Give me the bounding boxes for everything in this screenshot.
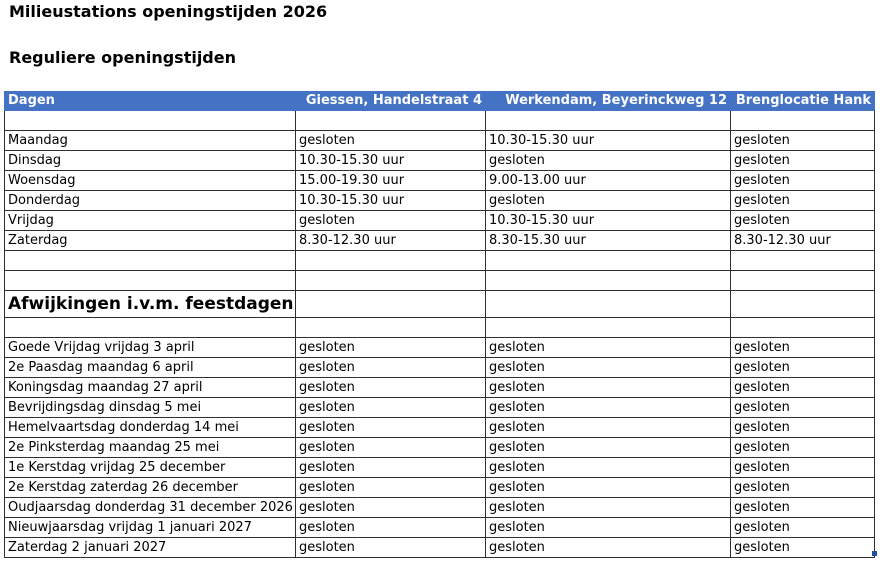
cell-hank[interactable]: gesloten [731,191,875,211]
cell-werkendam[interactable]: 8.30-15.30 uur [486,231,731,251]
table-row [5,171,875,191]
cell-giessen[interactable]: 15.00-19.30 uur [296,171,486,191]
cell-giessen[interactable]: gesloten [296,458,486,478]
table-row [5,498,875,518]
header-cell-werkendam[interactable]: Werkendam, Beyerinckweg 12 [486,92,731,111]
cell-werkendam[interactable]: gesloten [486,498,731,518]
cell-day[interactable]: Koningsdag maandag 27 april [5,378,296,398]
empty-cell[interactable] [296,271,486,291]
cell-day[interactable]: Hemelvaartsdag donderdag 14 mei [5,418,296,438]
cell-giessen[interactable]: gesloten [296,498,486,518]
cell-werkendam[interactable]: 10.30-15.30 uur [486,131,731,151]
empty-cell[interactable] [5,271,296,291]
table-row [5,131,875,151]
cell-werkendam[interactable]: 10.30-15.30 uur [486,211,731,231]
cell-giessen[interactable]: gesloten [296,378,486,398]
cell-werkendam[interactable]: gesloten [486,338,731,358]
cell-hank[interactable]: gesloten [731,358,875,378]
cell-day[interactable]: 2e Pinksterdag maandag 25 mei [5,438,296,458]
table-row [5,358,875,378]
empty-cell[interactable] [296,318,486,338]
table-row [5,438,875,458]
cell-werkendam[interactable]: gesloten [486,438,731,458]
cell-day[interactable]: 2e Paasdag maandag 6 april [5,358,296,378]
section-heading-row [5,291,875,318]
cell-werkendam[interactable]: gesloten [486,418,731,438]
cell-werkendam[interactable]: gesloten [486,518,731,538]
cell-hank[interactable]: gesloten [731,518,875,538]
cell-giessen[interactable]: gesloten [296,438,486,458]
cell-werkendam[interactable]: gesloten [486,378,731,398]
empty-cell[interactable] [731,318,875,338]
cell-werkendam[interactable]: gesloten [486,478,731,498]
empty-cell[interactable] [5,251,296,271]
empty-cell[interactable] [731,111,875,131]
cell-day[interactable]: Bevrijdingsdag dinsdag 5 mei [5,398,296,418]
cell-day[interactable]: Donderdag [5,191,296,211]
empty-cell[interactable] [731,291,875,318]
cell-giessen[interactable]: gesloten [296,538,486,558]
table-row [5,151,875,171]
blank-row [5,251,875,271]
cell-giessen[interactable]: gesloten [296,418,486,438]
cell-hank[interactable]: gesloten [731,498,875,518]
cell-werkendam[interactable]: 9.00-13.00 uur [486,171,731,191]
opening-hours-table [4,91,875,558]
cell-hank[interactable]: gesloten [731,131,875,151]
cell-hank[interactable]: gesloten [731,538,875,558]
cell-day[interactable]: Zaterdag 2 januari 2027 [5,538,296,558]
cell-giessen[interactable]: gesloten [296,338,486,358]
table-row [5,211,875,231]
empty-cell[interactable] [5,111,296,131]
cell-day[interactable]: Goede Vrijdag vrijdag 3 april [5,338,296,358]
table-row [5,338,875,358]
cell-werkendam[interactable]: gesloten [486,398,731,418]
cell-hank[interactable]: gesloten [731,338,875,358]
cell-day[interactable]: 1e Kerstdag vrijdag 25 december [5,458,296,478]
cell-giessen[interactable]: 10.30-15.30 uur [296,151,486,171]
table-row [5,458,875,478]
table-row [5,191,875,211]
cell-day[interactable]: Maandag [5,131,296,151]
table-row [5,538,875,558]
empty-cell[interactable] [486,318,731,338]
table-row [5,398,875,418]
table-body [5,111,875,558]
empty-cell[interactable] [296,251,486,271]
cell-hank[interactable]: gesloten [731,171,875,191]
header-row [5,92,875,111]
empty-cell[interactable] [296,291,486,318]
cell-day[interactable]: Vrijdag [5,211,296,231]
empty-cell[interactable] [731,251,875,271]
cell-hank[interactable]: gesloten [731,458,875,478]
table-row [5,478,875,498]
cell-giessen[interactable]: gesloten [296,211,486,231]
cell-day[interactable]: Oudjaarsdag donderdag 31 december 2026 [5,498,296,518]
empty-cell[interactable] [486,291,731,318]
fill-handle[interactable] [872,551,877,556]
cell-hank[interactable]: gesloten [731,418,875,438]
cell-giessen[interactable]: gesloten [296,518,486,538]
header-cell-giessen[interactable]: Giessen, Handelstraat 4 [296,92,486,111]
cell-hank[interactable]: gesloten [731,478,875,498]
cell-giessen[interactable]: gesloten [296,478,486,498]
section-subtitle: Reguliere openingstijden [9,48,236,67]
cell-day[interactable]: 2e Kerstdag zaterdag 26 december [5,478,296,498]
empty-cell[interactable] [296,111,486,131]
document-title: Milieustations openingstijden 2026 [9,2,328,21]
table-row [5,418,875,438]
cell-hank[interactable]: gesloten [731,398,875,418]
cell-day[interactable]: Dinsdag [5,151,296,171]
empty-cell[interactable] [486,111,731,131]
cell-day[interactable]: Woensdag [5,171,296,191]
header-cell-dagen[interactable]: Dagen [5,92,296,111]
empty-cell[interactable] [731,271,875,291]
blank-row [5,318,875,338]
empty-cell[interactable] [5,318,296,338]
cell-day[interactable]: Nieuwjaarsdag vrijdag 1 januari 2027 [5,518,296,538]
cell-hank[interactable]: gesloten [731,438,875,458]
header-cell-hank[interactable]: Brenglocatie Hank [731,92,875,111]
table-row [5,378,875,398]
cell-werkendam[interactable]: gesloten [486,538,731,558]
table-row [5,518,875,538]
cell-werkendam[interactable]: gesloten [486,458,731,478]
cell-giessen[interactable]: gesloten [296,131,486,151]
table-row [5,231,875,251]
cell-giessen[interactable]: gesloten [296,398,486,418]
empty-cell[interactable] [486,251,731,271]
cell-werkendam[interactable]: gesloten [486,151,731,171]
cell-giessen[interactable]: 8.30-12.30 uur [296,231,486,251]
cell-hank[interactable]: gesloten [731,378,875,398]
holiday-section-heading[interactable]: Afwijkingen i.v.m. feestdagen [5,291,296,318]
cell-hank[interactable]: 8.30-12.30 uur [731,231,875,251]
cell-giessen[interactable]: 10.30-15.30 uur [296,191,486,211]
blank-row [5,111,875,131]
cell-hank[interactable]: gesloten [731,151,875,171]
cell-werkendam[interactable]: gesloten [486,191,731,211]
cell-day[interactable]: Zaterdag [5,231,296,251]
blank-row [5,271,875,291]
empty-cell[interactable] [486,271,731,291]
cell-giessen[interactable]: gesloten [296,358,486,378]
cell-hank[interactable]: gesloten [731,211,875,231]
cell-werkendam[interactable]: gesloten [486,358,731,378]
